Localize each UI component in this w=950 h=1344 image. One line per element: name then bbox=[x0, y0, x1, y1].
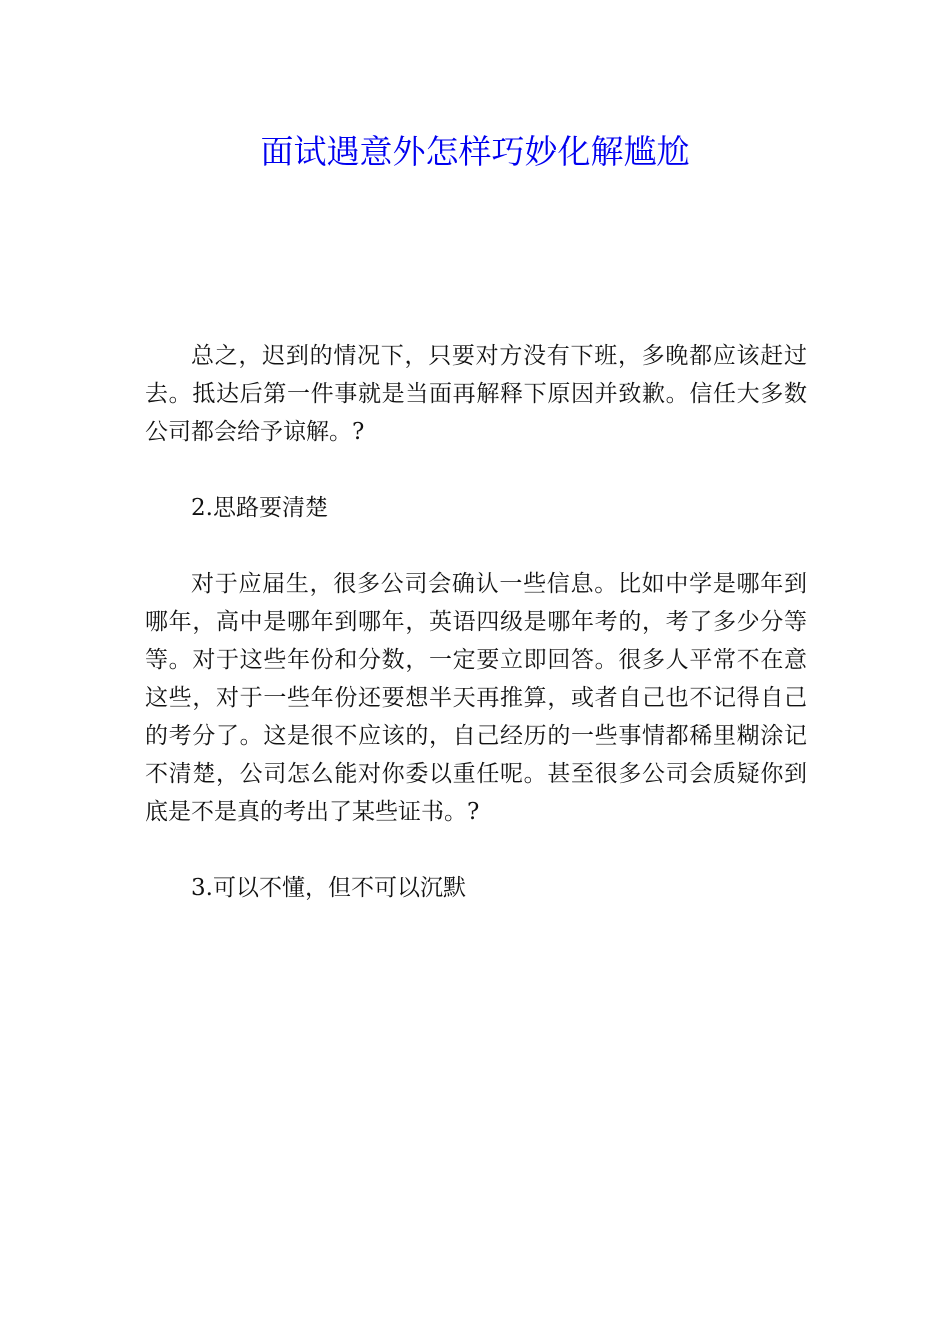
document-body bbox=[145, 337, 807, 907]
section-heading-clear-thinking: 2.思路要清楚 bbox=[191, 495, 328, 521]
paragraph-graduate-info: 对于应届生，很多公司会确认一些信息。比如中学是哪年到哪年，高中是哪年到哪年，英语四级是哪年考的，考了多少分等等。对于这些年份和分数，一定要立即回答。很多人平常不在意这些，对于一些年份还要想半天再推算，或者自己也不记得自己的考分了。这是很不应该的，自己经历的一些事情都稀里糊涂记不清楚，公司怎么能对你委以重任呢。甚至很多公司会质疑你到底是不是真的考出了某些证书。? bbox=[145, 571, 807, 825]
section-heading-dont-be-silent: 3.可以不懂，但不可以沉默 bbox=[191, 875, 466, 901]
document-title: 面试遇意外怎样巧妙化解尴尬 bbox=[260, 132, 690, 171]
paragraph-conclusion-late: 总之，迟到的情况下，只要对方没有下班，多晚都应该赶过去。抵达后第一件事就是当面再解释下原因并致歉。信任大多数公司都会给予谅解。? bbox=[145, 343, 807, 445]
